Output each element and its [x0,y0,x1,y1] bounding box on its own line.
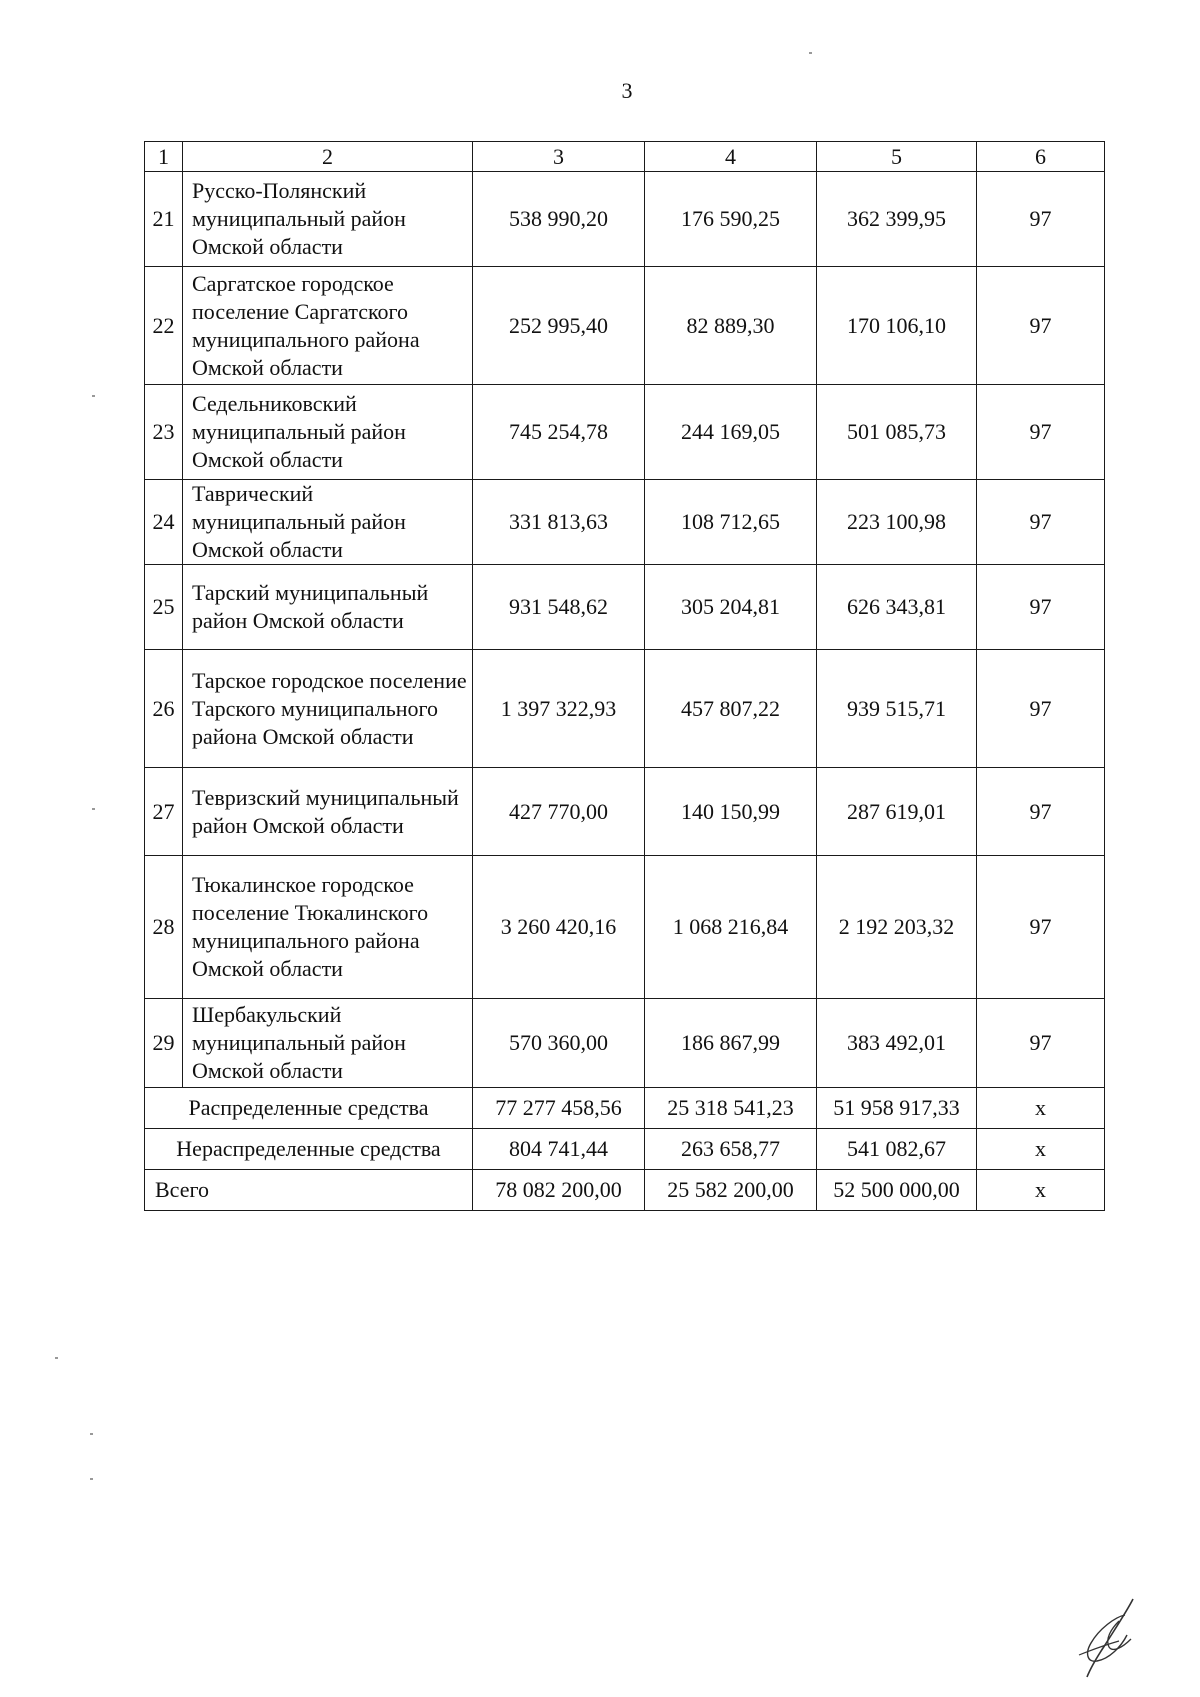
value-col5: 2 192 203,32 [817,856,977,999]
table-row [145,768,1105,856]
value-col4: 244 169,05 [645,385,817,480]
value-col6: 97 [977,385,1105,480]
value-col6: х [977,1170,1105,1211]
table-row [145,267,1105,385]
value-col3: 252 995,40 [473,267,645,385]
row-number: 26 [145,650,183,768]
scan-speck [92,808,95,810]
scan-speck [809,52,812,54]
value-col3: 78 082 200,00 [473,1170,645,1211]
value-col3: 77 277 458,56 [473,1088,645,1129]
value-col3: 570 360,00 [473,999,645,1088]
header-cell: 2 [183,142,473,172]
value-col3: 427 770,00 [473,768,645,856]
value-col6: х [977,1088,1105,1129]
municipality-name: Саргатское городское поселение Саргатского муниципального района Омской области [183,267,473,385]
value-col5: 541 082,67 [817,1129,977,1170]
value-col6: 97 [977,999,1105,1088]
value-col5: 287 619,01 [817,768,977,856]
municipality-name: Таврический муниципальный район Омской области [183,480,473,565]
header-cell: 1 [145,142,183,172]
scan-speck [90,1478,93,1480]
value-col3: 1 397 322,93 [473,650,645,768]
value-col3: 538 990,20 [473,172,645,267]
value-col6: 97 [977,172,1105,267]
value-col5: 362 399,95 [817,172,977,267]
value-col5: 626 343,81 [817,565,977,650]
header-cell: 3 [473,142,645,172]
table-row [145,999,1105,1088]
value-col4: 140 150,99 [645,768,817,856]
value-col5: 170 106,10 [817,267,977,385]
value-col4: 186 867,99 [645,999,817,1088]
value-col4: 1 068 216,84 [645,856,817,999]
header-cell: 4 [645,142,817,172]
scan-speck [55,1357,58,1359]
value-col5: 52 500 000,00 [817,1170,977,1211]
table-row [145,565,1105,650]
value-col4: 108 712,65 [645,480,817,565]
table-header-row [145,142,1105,172]
value-col6: 97 [977,267,1105,385]
totals-row-distributed [145,1088,1105,1129]
value-col5: 383 492,01 [817,999,977,1088]
value-col5: 223 100,98 [817,480,977,565]
value-col3: 804 741,44 [473,1129,645,1170]
value-col4: 176 590,25 [645,172,817,267]
row-number: 28 [145,856,183,999]
data-table [144,141,1105,1211]
value-col3: 3 260 420,16 [473,856,645,999]
value-col6: х [977,1129,1105,1170]
value-col3: 331 813,63 [473,480,645,565]
table-row [145,650,1105,768]
row-number: 22 [145,267,183,385]
municipality-name: Тевризский муниципальный район Омской области [183,768,473,856]
value-col4: 457 807,22 [645,650,817,768]
value-col4: 263 658,77 [645,1129,817,1170]
value-col4: 82 889,30 [645,267,817,385]
value-col5: 939 515,71 [817,650,977,768]
municipality-name: Русско-Полянский муниципальный район Омской области [183,172,473,267]
scan-speck [92,395,95,397]
value-col5: 501 085,73 [817,385,977,480]
header-cell: 6 [977,142,1105,172]
municipality-name: Шербакульский муниципальный район Омской области [183,999,473,1088]
header-cell: 5 [817,142,977,172]
table-row [145,172,1105,267]
value-col3: 931 548,62 [473,565,645,650]
scan-speck [90,1433,93,1435]
table-row [145,856,1105,999]
totals-row-total [145,1170,1105,1211]
value-col4: 25 318 541,23 [645,1088,817,1129]
value-col6: 97 [977,768,1105,856]
page-number: 3 [621,78,633,103]
totals-label: Всего [145,1170,473,1211]
row-number: 21 [145,172,183,267]
totals-label: Распределенные средства [145,1088,473,1129]
totals-row-undistributed [145,1129,1105,1170]
value-col4: 305 204,81 [645,565,817,650]
value-col3: 745 254,78 [473,385,645,480]
value-col6: 97 [977,565,1105,650]
row-number: 25 [145,565,183,650]
totals-label: Нераспределенные средства [145,1129,473,1170]
value-col4: 25 582 200,00 [645,1170,817,1211]
municipality-name: Тюкалинское городское поселение Тюкалинского муниципального района Омской области [183,856,473,999]
value-col5: 51 958 917,33 [817,1088,977,1129]
value-col6: 97 [977,856,1105,999]
row-number: 23 [145,385,183,480]
municipality-name: Тарское городское поселение Тарского муниципального района Омской области [183,650,473,768]
row-number: 29 [145,999,183,1088]
table-row [145,480,1105,565]
value-col6: 97 [977,480,1105,565]
row-number: 27 [145,768,183,856]
municipality-name: Седельниковский муниципальный район Омской области [183,385,473,480]
handwritten-signature [1075,1595,1145,1680]
row-number: 24 [145,480,183,565]
municipality-name: Тарский муниципальный район Омской области [183,565,473,650]
value-col6: 97 [977,650,1105,768]
table-row [145,385,1105,480]
